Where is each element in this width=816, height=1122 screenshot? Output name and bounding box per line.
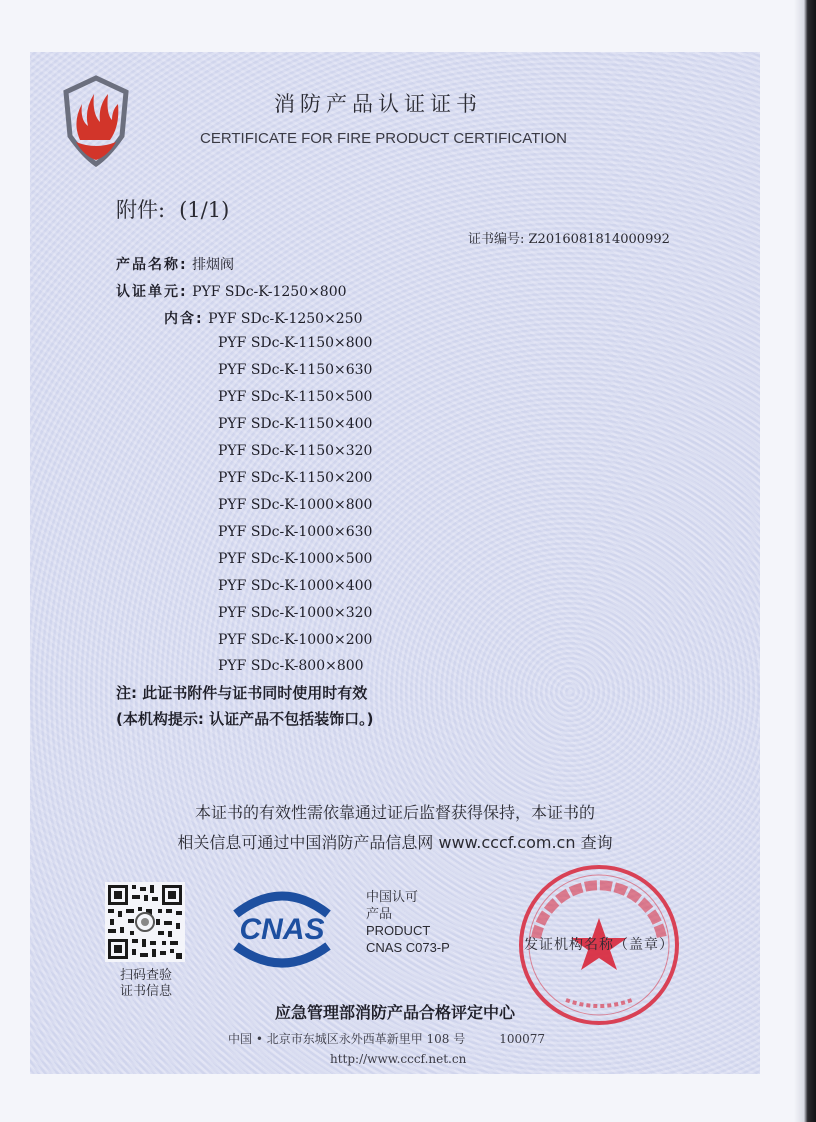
certification-unit-label: 认证单元: xyxy=(116,284,188,300)
product-name-label: 产品名称: xyxy=(116,257,188,273)
issuing-center-name: 应急管理部消防产品合格评定中心 xyxy=(274,1003,515,1022)
model-item: PYF SDc-K-1150×800 xyxy=(218,335,373,351)
postal-code: 100077 xyxy=(499,1032,546,1046)
qr-caption-line2: 证书信息 xyxy=(119,984,172,999)
certificate-title-cn: 消防产品认证证书 xyxy=(274,92,482,116)
annex-label: 附件: xyxy=(116,198,166,222)
model-item: PYF SDc-K-1150×320 xyxy=(218,443,373,459)
model-item: PYF SDc-K-1150×630 xyxy=(218,362,373,378)
cnas-line3: PRODUCT xyxy=(366,923,431,938)
certification-unit-row xyxy=(116,281,347,301)
model-item: PYF SDc-K-1250×250 xyxy=(208,311,363,327)
model-item: PYF SDc-K-1150×200 xyxy=(218,470,373,486)
cnas-logo xyxy=(222,884,342,974)
certification-unit-value: PYF SDc-K-1250×800 xyxy=(192,284,347,300)
cnas-line1: 中国认可 xyxy=(366,889,419,904)
includes-row xyxy=(164,308,363,328)
cnas-accreditation-text xyxy=(366,888,450,956)
model-item: PYF SDc-K-1150×500 xyxy=(218,389,373,405)
fire-certification-logo xyxy=(58,70,134,170)
decoration-exclusion-note: (本机构提示: 认证产品不包括装饰口。) xyxy=(116,710,374,728)
certificate-number: 证书编号: Z2016081814000992 xyxy=(468,232,670,247)
annex-heading xyxy=(116,194,229,224)
qr-caption-line1: 扫码查验 xyxy=(119,968,172,983)
cnas-line2: 产品 xyxy=(366,906,393,921)
product-name-value: 排烟阀 xyxy=(192,257,235,273)
qr-code-icon xyxy=(105,882,185,962)
includes-label: 内含: xyxy=(164,311,204,327)
annex-page: (1/1) xyxy=(179,198,230,222)
model-item: PYF SDc-K-800×800 xyxy=(218,658,364,674)
website-link[interactable]: http://www.cccf.net.cn xyxy=(330,1052,467,1066)
model-item: PYF SDc-K-1000×200 xyxy=(218,632,373,648)
certificate-sheet xyxy=(30,52,760,1074)
model-item: PYF SDc-K-1000×800 xyxy=(218,497,373,513)
model-item: PYF SDc-K-1000×630 xyxy=(218,524,373,540)
validity-statement-line1: 本证书的有效性需依靠通过证后监督获得保持，本证书的 xyxy=(194,803,595,822)
validity-statement-line2: 相关信息可通过中国消防产品信息网 www.cccf.com.cn 查询 xyxy=(177,833,613,852)
model-item: PYF SDc-K-1150×400 xyxy=(218,416,373,432)
product-name-row xyxy=(116,254,234,274)
certificate-title-en: CERTIFICATE FOR FIRE PRODUCT CERTIFICATION xyxy=(200,130,567,147)
address-text: 中国 • 北京市东城区永外西革新里甲 108 号 xyxy=(228,1032,466,1046)
annex-validity-note: 注: 此证书附件与证书同时使用时有效 xyxy=(116,684,368,702)
cnas-logo-text: CNAS xyxy=(239,913,325,946)
qr-caption xyxy=(110,968,182,1000)
issuer-address xyxy=(228,1030,545,1047)
cnas-line4: CNAS C073-P xyxy=(366,940,450,955)
model-item: PYF SDc-K-1000×400 xyxy=(218,578,373,594)
model-item: PYF SDc-K-1000×320 xyxy=(218,605,373,621)
scan-edge xyxy=(794,0,816,1122)
issuer-label: 发证机构名称（盖章） xyxy=(524,937,674,953)
model-item: PYF SDc-K-1000×500 xyxy=(218,551,373,567)
